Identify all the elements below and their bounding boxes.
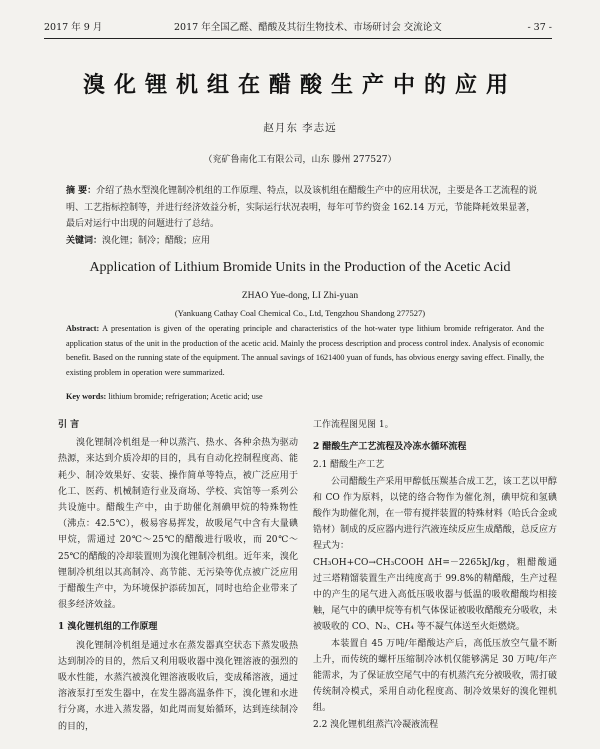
header-page-number: - 37 - — [527, 22, 552, 33]
keywords-english — [66, 390, 544, 404]
header-conference: 2017 年全国乙醛、醋酸及其衍生物技术、市场研讨会 交流论文 — [174, 22, 442, 33]
abstract-chinese — [66, 183, 544, 233]
subsection-heading-2-2: 2.2 溴化锂机组蒸汽冷凝液流程 — [313, 719, 439, 730]
affiliation-english: (Yankuang Cathay Coal Chemical Co., Ltd, Tengzhou Shandong 277527) — [174, 308, 426, 318]
abstract-label-english: Abstract: — [66, 324, 100, 333]
authors-chinese: 赵月东 李志远 — [263, 122, 337, 134]
abstract-english — [66, 322, 544, 380]
section-heading-1: 1 溴化锂机组的工作原理 — [58, 622, 158, 633]
paragraph: 溴化锂制冷机组是通过水在蒸发器真空状态下蒸发吸热达到制冷的目的，然后又利用吸收器中溴化锂溶液的强烈的吸水性能，水蒸汽被溴化锂溶液吸收后，变成稀溶液，通过溶液泵打至发生器中，在发生器高温条件下，溴化锂和水进行分离，水进入蒸发器，如此周而复始循环，达到连续制冷的目的， — [58, 640, 298, 732]
subsection-heading-2-1: 2.1 醋酸生产工艺 — [313, 460, 385, 471]
paragraph: 本装置自 45 万吨/年醋酸达产后，高低压放空气量不断上升，而传统的螺杆压缩制冷冰机仅能够满足 30 万吨/年产能需求，为了保证放空尾气中的有机蒸汽充分被吸收，需打破传统制冷模式，采用自动化程度高、制冷效果好的溴化锂机组。 — [313, 638, 557, 714]
equation-paragraph: CH₃OH+CO→CH₃COOH ΔH=－2265kJ/kg，粗醋酸通过三塔精馏装置生产出纯度高于 99.8%的精醋酸，生产过程中的产生的尾气进入高低压吸收器与低温的吸收醋酸均相接触，尾气中的碘甲烷等有机气体保证被吸收醋酸充分吸收，未被吸收的 CO、N₂、CH₄ 等不凝气体送至火炬燃烧。 — [313, 557, 557, 633]
abstract-text-english: A presentation is given of the operating principle and characteristics of the hot-water type lithium bromide refrigerator. And the application status of the unit in the production of the acetic acid. Mainly the process description and process control index. Analysis of economic benefit. Based on the running state of the equipment. The annual savings of 1621400 yuan of funds, has obvious energy saving effect. Finally, the existing problem in operation were summarized. — [66, 324, 544, 377]
section-heading-2: 2 醋酸生产工艺流程及冷冻水循环流程 — [313, 442, 467, 453]
keywords-label-chinese: 关键词： — [66, 236, 103, 246]
keywords-chinese — [66, 233, 544, 249]
keywords-text-chinese: 溴化锂；制冷；醋酸；应用 — [102, 236, 211, 246]
paper-title-chinese: 溴化锂机组在醋酸生产中的应用 — [82, 73, 517, 98]
paragraph: 工作流程图见图 1。 — [313, 420, 394, 430]
paragraph: 公司醋酸生产采用甲醇低压羰基合成工艺，该工艺以甲醇和 CO 作为原料，以铑的络合物作为催化剂，碘甲烷和氢碘酸作为助催化剂，在一带有搅拌装置的特殊材料（哈氏合金或锆材）制成的反应器内进行汽液连续反应生成醋酸，总反应方程式为： — [313, 476, 557, 552]
header-date: 2017 年 9 月 — [44, 22, 103, 33]
keywords-text-english: lithium bromide; refrigeration; Acetic acid; use — [108, 392, 263, 401]
body-column-left — [58, 417, 298, 735]
running-header — [44, 20, 552, 39]
authors-english: ZHAO Yue-dong, LI Zhi-yuan — [241, 291, 359, 301]
abstract-label-chinese: 摘 要： — [66, 186, 97, 196]
section-heading-intro: 引 言 — [58, 420, 80, 430]
affiliation-chinese: （兖矿鲁南化工有限公司，山东 滕州 277527） — [203, 155, 397, 165]
abstract-text-chinese: 介绍了热水型溴化锂制冷机组的工作原理、特点，以及该机组在醋酸生产中的应用状况，主要是各工艺流程的说明、工艺指标控制等，并进行经济效益分析，实际运行状况表明，每年可节约资金 162.14 万元，节能降耗效果显著，最后对运行中出现的问题进行了总结。 — [66, 186, 538, 229]
paragraph: 溴化锂制冷机组是一种以蒸汽、热水、各种余热为驱动热源，来达到介质冷却的目的，具有自动化控制程度高、能耗少、制冷效果好、安装、操作简单等特点，被广泛应用于化工、医药、机械制造行业及商场、学校、宾馆等一系列公共设施中。醋酸生产中，由于助催化剂碘甲烷的特殊物性（沸点：42.5℃），极易容易挥发，故吸尾气中含有大量碘甲烷，需通过 20℃～25℃的醋酸进行吸收，而 20℃～25℃的醋酸的冷却装置则为溴化锂制冷机组。近年来，溴化锂制冷机组以其高制冷、高节能、无污染等优点被广泛应用于醋酸生产中，为环境保护添砖加瓦，同时也给企业带来了很多经济效益。 — [58, 438, 298, 611]
body-column-right — [313, 417, 557, 733]
paper-title-english: Application of Lithium Bromide Units in the Production of the Acetic Acid — [89, 260, 511, 275]
keywords-label-english: Key words: — [66, 392, 107, 401]
